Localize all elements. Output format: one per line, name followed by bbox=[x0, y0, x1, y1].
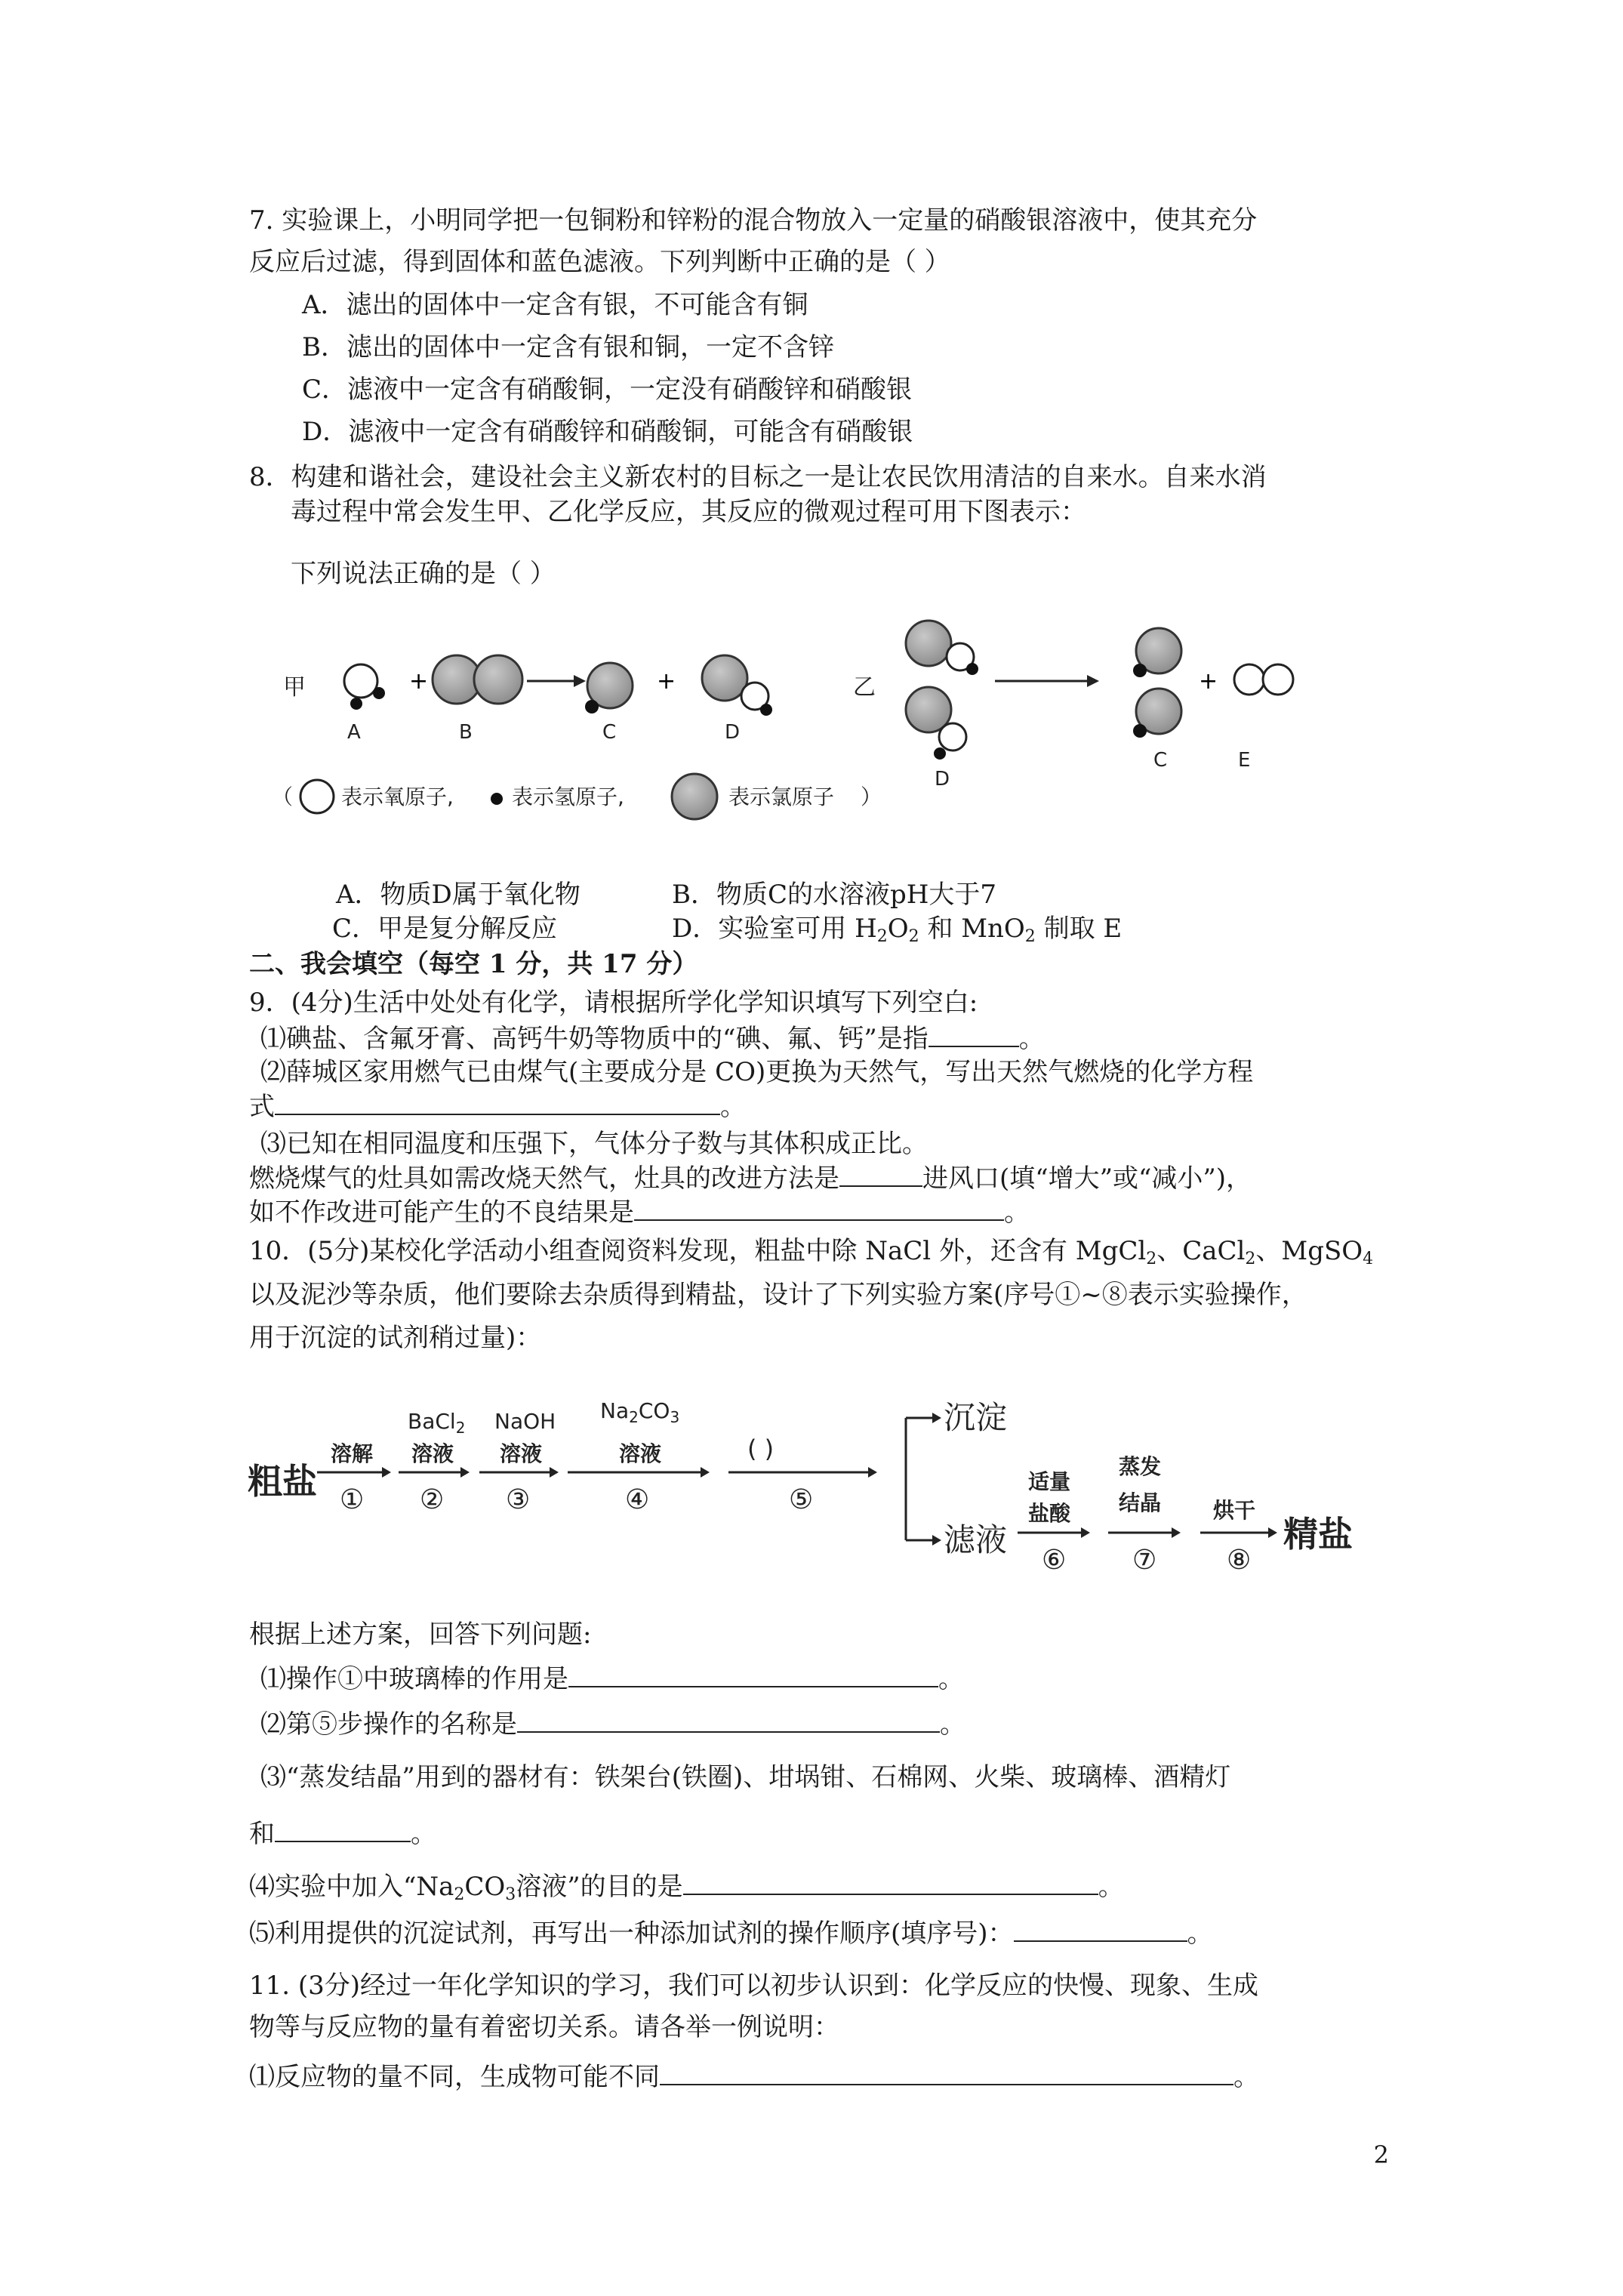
molecule-c-yi-1 bbox=[1133, 628, 1181, 677]
hydrogen-legend-icon bbox=[491, 793, 503, 805]
molecule-c-jia bbox=[585, 663, 633, 713]
salt-purification-flowchart bbox=[242, 1382, 1404, 1593]
chlorine-legend-icon bbox=[672, 774, 717, 819]
q9-part3-line3: 如不作改进可能产生的不良结果是 。 bbox=[249, 1197, 1030, 1228]
step3-label: 溶液 bbox=[500, 1441, 543, 1466]
molecule-d-jia bbox=[702, 655, 772, 716]
molecule-c-yi-2 bbox=[1133, 689, 1181, 738]
step8-number: ⑧ bbox=[1227, 1545, 1252, 1576]
plus-1: + bbox=[409, 668, 429, 695]
step2-reagent: BaCl$_2$ bbox=[408, 1409, 466, 1437]
molecule-d-yi-2 bbox=[906, 687, 966, 760]
letter-a: A bbox=[347, 721, 361, 744]
q9-part3-line1: ⑶已知在相同温度和压强下，气体分子数与其体积成正比。 bbox=[260, 1129, 928, 1159]
step3-reagent: NaOH bbox=[494, 1409, 556, 1434]
molecule-a bbox=[344, 664, 385, 710]
molecule-d-yi-1 bbox=[906, 621, 978, 675]
plus-3: + bbox=[1199, 668, 1218, 695]
flow-end: 精盐 bbox=[1283, 1514, 1353, 1555]
step6-label1: 适量 bbox=[1028, 1469, 1071, 1494]
legend-chlorine: 表示氯原子 bbox=[728, 784, 835, 809]
q7-option-a: A．滤出的固体中一定含有银，不可能含有铜 bbox=[302, 290, 808, 320]
molecule-b bbox=[433, 655, 522, 704]
label-jia: 甲 bbox=[283, 674, 306, 701]
letter-c: C bbox=[602, 721, 617, 744]
q10-part2: ⑵第⑤步操作的名称是 。 bbox=[260, 1709, 965, 1740]
flow-start: 粗盐 bbox=[248, 1461, 317, 1502]
letter-c-yi: C bbox=[1153, 749, 1168, 772]
q9-intro: 9．(4分)生活中处处有化学，请根据所学化学知识填写下列空白: bbox=[249, 988, 978, 1018]
step2-number: ② bbox=[420, 1484, 445, 1515]
q8-option-d: D．实验室可用 $H_2O_2$ 和 MnO$_2$ 制取 E bbox=[672, 914, 1123, 946]
q8-prompt: 下列说法正确的是（ ） bbox=[291, 559, 556, 589]
q7-stem-line2: 反应后过滤，得到固体和蓝色滤液。下列判断中正确的是（ ） bbox=[249, 247, 950, 277]
step2-label: 溶液 bbox=[411, 1441, 454, 1466]
letter-e: E bbox=[1238, 749, 1251, 772]
molecule-reaction-diagram bbox=[272, 604, 1329, 853]
q10-part3-line1: ⑶“蒸发结晶”用到的器材有：铁架台(铁圈)、坩埚钳、石棉网、火柴、玻璃棒、酒精灯 bbox=[260, 1762, 1231, 1792]
section-2-title: 二、我会填空（每空 1 分，共 17 分） bbox=[249, 949, 698, 979]
step7-label1: 蒸发 bbox=[1119, 1454, 1162, 1479]
letter-d-yi: D bbox=[935, 768, 950, 791]
step4-reagent: $Na_2CO_3$ bbox=[600, 1398, 680, 1426]
q10-line3: 用于沉淀的试剂稍过量)： bbox=[249, 1323, 542, 1353]
q11-part1: ⑴反应物的量不同，生成物可能不同 。 bbox=[249, 2062, 1259, 2092]
step3-number: ③ bbox=[506, 1484, 531, 1515]
step6-label2: 盐酸 bbox=[1028, 1501, 1071, 1526]
q8-option-b: B．物质C的水溶液pH大于7 bbox=[672, 880, 997, 910]
q10-answer-intro: 根据上述方案，回答下列问题: bbox=[249, 1620, 592, 1650]
q10-part5: ⑸利用提供的沉淀试剂，再写出一种添加试剂的操作顺序(填序号)： 。 bbox=[249, 1918, 1213, 1949]
page-number: 2 bbox=[1373, 2140, 1389, 2169]
q8-stem-line1: 8．构建和谐社会，建设社会主义新农村的目标之一是让农民饮用清洁的自来水。自来水消 bbox=[249, 462, 1267, 492]
q7-option-c: C．滤液中一定含有硝酸铜，一定没有硝酸锌和硝酸银 bbox=[302, 374, 913, 405]
q8-option-c: C．甲是复分解反应 bbox=[332, 914, 558, 944]
q9-part2-line2: 式 。 bbox=[249, 1092, 746, 1122]
step7-number: ⑦ bbox=[1132, 1545, 1157, 1576]
q11-line1: 11. (3分)经过一年化学知识的学习，我们可以初步认识到：化学反应的快慢、现象、生成 bbox=[249, 1971, 1259, 2001]
reaction-arrow-jia bbox=[527, 675, 586, 687]
q10-part1: ⑴操作①中玻璃棒的作用是 。 bbox=[260, 1664, 964, 1694]
step8-label: 烘干 bbox=[1213, 1498, 1256, 1523]
legend-open: （ bbox=[272, 784, 294, 809]
plus-2: + bbox=[657, 668, 676, 695]
step5-blank: ( ) bbox=[747, 1435, 775, 1463]
q10-part4: ⑷实验中加入“$Na_2CO_3$溶液”的目的是 。 bbox=[249, 1872, 1124, 1904]
legend-oxygen: 表示氧原子, bbox=[341, 784, 454, 809]
q9-part3-line2: 燃烧煤气的灶具如需改烧天然气，灶具的改进方法是 进风口(填“增大”或“减小”)， bbox=[249, 1163, 1252, 1194]
q8-stem-line2: 毒过程中常会发生甲、乙化学反应，其反应的微观过程可用下图表示： bbox=[291, 497, 1086, 527]
reaction-arrow-yi bbox=[995, 675, 1099, 687]
letter-d: D bbox=[725, 721, 741, 744]
q7-option-d: D．滤液中一定含有硝酸锌和硝酸铜，可能含有硝酸银 bbox=[302, 417, 913, 447]
letter-b: B bbox=[459, 721, 473, 744]
step5-number: ⑤ bbox=[789, 1484, 814, 1515]
q9-part2-line1: ⑵薛城区家用燃气已由煤气(主要成分是 CO)更换为天然气，写出天然气燃烧的化学方程 bbox=[260, 1057, 1254, 1087]
q11-line2: 物等与反应物的量有着密切关系。请各举一例说明： bbox=[249, 2012, 839, 2042]
step4-label: 溶液 bbox=[619, 1441, 662, 1466]
step4-number: ④ bbox=[625, 1484, 650, 1515]
q9-part1: ⑴碘盐、含氟牙膏、高钙牛奶等物质中的“碘、氟、钙”是指 。 bbox=[260, 1024, 1045, 1054]
flow-filtrate: 滤液 bbox=[944, 1521, 1008, 1558]
oxygen-legend-icon bbox=[300, 780, 334, 813]
legend-hydrogen: 表示氢原子, bbox=[512, 784, 624, 809]
step6-number: ⑥ bbox=[1042, 1545, 1067, 1576]
q10-line2: 以及泥沙等杂质，他们要除去杂质得到精盐，设计了下列实验方案(序号①~⑧表示实验操作， bbox=[249, 1280, 1307, 1310]
step7-label2: 结晶 bbox=[1119, 1490, 1162, 1515]
label-yi: 乙 bbox=[853, 674, 876, 701]
q7-stem-line1: 7. 实验课上，小明同学把一包铜粉和锌粉的混合物放入一定量的硝酸银溶液中，使其充分 bbox=[249, 205, 1258, 236]
q10-line1: 10．(5分)某校化学活动小组查阅资料发现，粗盐中除 NaCl 外，还含有 MgCl$_2$、CaCl$_2$、MgSO$_4$ bbox=[249, 1236, 1374, 1268]
step1-label: 溶解 bbox=[331, 1441, 374, 1466]
q10-part3-line2: 和 。 bbox=[249, 1819, 436, 1849]
flow-precipitate: 沉淀 bbox=[944, 1399, 1008, 1436]
q7-option-b: B．滤出的固体中一定含有银和铜，一定不含锌 bbox=[302, 332, 834, 362]
step1-number: ① bbox=[340, 1484, 365, 1515]
legend-close: ） bbox=[861, 784, 882, 809]
q8-option-a: A．物质D属于氧化物 bbox=[336, 880, 581, 910]
molecule-e bbox=[1234, 664, 1293, 695]
